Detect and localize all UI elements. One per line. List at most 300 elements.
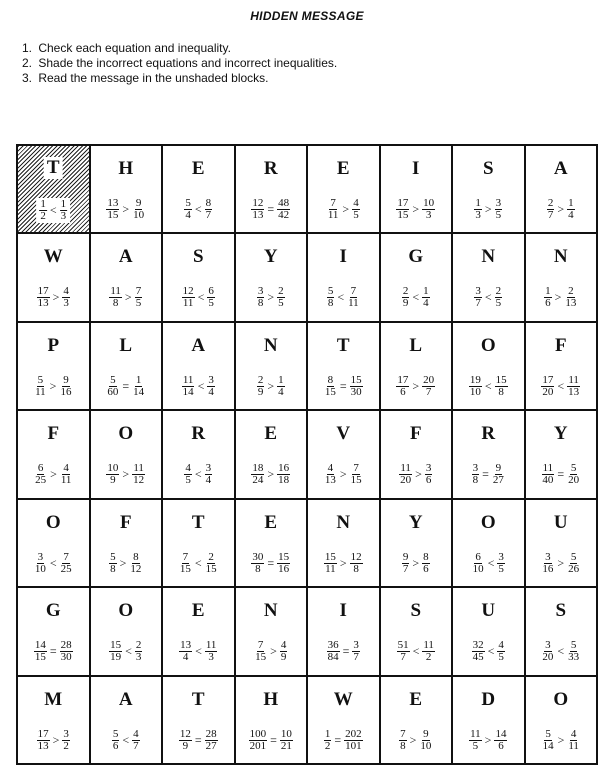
cell-letter: I — [412, 158, 420, 179]
cell-letter: F — [554, 334, 567, 356]
puzzle-cell[interactable] — [380, 410, 453, 498]
fraction-left — [184, 463, 192, 486]
numerator: 2 — [568, 285, 574, 298]
denominator: 5 — [472, 739, 479, 752]
denominator: 15 — [107, 209, 119, 221]
instruction-text: Read the message in the unshaded blocks. — [38, 71, 269, 85]
fraction-right — [205, 729, 218, 752]
comparison-operator: < — [484, 290, 492, 305]
numerator: 15 — [110, 639, 122, 652]
numerator: 8 — [423, 550, 429, 563]
puzzle-cell[interactable] — [162, 410, 235, 498]
cell-letter: E — [264, 423, 278, 445]
numerator: 11 — [470, 727, 481, 740]
fraction-left — [541, 463, 554, 486]
cell-expression — [381, 286, 452, 309]
comparison-operator: < — [557, 644, 565, 659]
numerator: 8 — [327, 373, 334, 386]
cell-expression — [163, 375, 234, 398]
puzzle-cell[interactable] — [90, 145, 163, 233]
comparison-operator: = — [482, 467, 489, 482]
denominator: 6 — [498, 739, 504, 752]
cell-letter: S — [192, 246, 204, 268]
instruction-text: Check each equation and inequality. — [38, 41, 231, 55]
puzzle-cell[interactable] — [162, 145, 235, 233]
puzzle-cell[interactable] — [235, 587, 308, 675]
denominator: 40 — [542, 474, 554, 487]
fraction-left — [472, 640, 485, 663]
puzzle-cell[interactable] — [235, 499, 308, 587]
denominator: 2 — [324, 739, 331, 752]
cell-letter: O — [118, 423, 134, 445]
puzzle-cell[interactable] — [380, 145, 453, 233]
fraction-left — [469, 729, 482, 752]
cell-expression — [308, 375, 379, 398]
numerator: 13 — [180, 639, 192, 652]
fraction-left — [254, 640, 267, 663]
puzzle-cell[interactable] — [307, 676, 380, 764]
puzzle-cell[interactable] — [380, 587, 453, 675]
denominator: 30 — [60, 651, 72, 664]
puzzle-cell[interactable] — [380, 233, 453, 321]
denominator: 7 — [425, 385, 432, 398]
denominator: 7 — [400, 651, 406, 664]
puzzle-cell[interactable] — [525, 145, 598, 233]
puzzle-cell[interactable] — [380, 676, 453, 764]
cell-letter: N — [263, 600, 278, 622]
puzzle-cell[interactable] — [235, 410, 308, 498]
cell-letter: F — [409, 423, 422, 445]
comparison-operator: < — [194, 202, 202, 216]
numerator: 2 — [278, 285, 284, 298]
denominator: 20 — [542, 385, 554, 398]
cell-letter: O — [553, 688, 569, 710]
puzzle-cell[interactable] — [235, 322, 308, 410]
comparison-operator: < — [337, 290, 345, 305]
cell-expression — [526, 729, 597, 752]
fraction-right — [207, 375, 215, 398]
fraction-right — [567, 729, 580, 752]
numerator: 12 — [179, 727, 191, 740]
cell-letter: W — [333, 688, 353, 710]
puzzle-cell[interactable] — [525, 499, 598, 587]
numerator: 17 — [37, 727, 49, 740]
fraction-right — [205, 198, 213, 221]
denominator: 5 — [185, 474, 191, 487]
cell-expression — [163, 640, 234, 663]
numerator: 1 — [40, 198, 46, 210]
cell-letter: A — [118, 246, 133, 268]
cell-letter: Y — [553, 423, 568, 445]
denominator: 7 — [353, 651, 359, 664]
denominator: 8 — [255, 562, 261, 575]
comparison-operator: = — [339, 378, 347, 393]
cell-expression — [381, 729, 452, 752]
cell-letter: E — [191, 158, 205, 179]
cell-letter: R — [481, 423, 496, 445]
cell-expression — [308, 552, 379, 575]
denominator: 5 — [498, 562, 504, 575]
denominator: 25 — [35, 474, 47, 487]
numerator: 7 — [135, 285, 142, 298]
numerator: 36 — [327, 639, 339, 652]
fraction-left — [249, 729, 268, 752]
puzzle-cell[interactable] — [90, 587, 163, 675]
denominator: 15 — [34, 651, 46, 664]
numerator: 17 — [542, 373, 554, 386]
puzzle-cell[interactable] — [162, 499, 235, 587]
cell-expression — [236, 463, 307, 486]
fraction-left — [109, 552, 117, 575]
fraction-left — [474, 198, 482, 221]
puzzle-cell[interactable] — [17, 145, 90, 233]
cell-letter: O — [480, 334, 496, 356]
numerator: 15 — [350, 373, 362, 386]
fraction-right — [494, 729, 507, 752]
denominator: 20 — [542, 651, 554, 664]
puzzle-cell[interactable] — [17, 676, 90, 764]
denominator: 5 — [208, 297, 214, 310]
cell-expression — [91, 375, 162, 398]
fraction-left — [324, 729, 332, 752]
cell-expression — [453, 552, 524, 575]
numerator: 3 — [545, 639, 551, 652]
numerator: 2 — [547, 197, 554, 209]
denominator: 13 — [568, 385, 580, 398]
denominator: 7 — [205, 209, 212, 221]
fraction-left — [34, 552, 47, 575]
puzzle-cell[interactable] — [162, 587, 235, 675]
puzzle-cell[interactable] — [90, 499, 163, 587]
instruction-item — [22, 56, 337, 71]
cell-letter: I — [339, 600, 347, 622]
denominator: 6 — [112, 739, 119, 752]
puzzle-cell[interactable] — [452, 587, 525, 675]
fraction-right — [352, 640, 360, 663]
denominator: 7 — [475, 297, 481, 310]
cell-expression — [18, 375, 89, 398]
fraction-left — [541, 552, 554, 575]
numerator: 10 — [423, 197, 435, 209]
denominator: 3 — [63, 297, 69, 310]
fraction-left — [397, 640, 410, 663]
denominator: 15 — [255, 651, 267, 664]
cell-letter: O — [480, 511, 496, 533]
denominator: 12 — [130, 562, 142, 575]
puzzle-cell[interactable] — [90, 676, 163, 764]
fraction-left — [112, 729, 120, 752]
fraction-left — [324, 552, 337, 575]
fraction-right — [422, 198, 435, 221]
denominator: 16 — [60, 385, 72, 398]
puzzle-cell[interactable] — [307, 233, 380, 321]
numerator: 14 — [34, 639, 46, 652]
numerator: 1 — [423, 285, 429, 298]
fraction-right — [280, 729, 293, 752]
cell-letter: E — [264, 511, 278, 533]
denominator: 9 — [280, 651, 287, 664]
fraction-left — [37, 286, 50, 309]
puzzle-cell[interactable] — [525, 233, 598, 321]
denominator: 24 — [252, 474, 264, 487]
cell-expression — [236, 375, 307, 398]
cell-letter: W — [43, 246, 63, 268]
cell-letter: N — [336, 511, 351, 533]
fraction-left — [106, 375, 119, 398]
numerator: 9 — [135, 197, 142, 209]
fraction-right — [422, 375, 435, 398]
denominator: 27 — [205, 739, 217, 752]
numerator: 3 — [472, 462, 479, 475]
fraction-left — [179, 729, 192, 752]
puzzle-cell[interactable] — [307, 322, 380, 410]
fraction-right — [495, 198, 503, 221]
cell-expression — [163, 552, 234, 575]
numerator: 5 — [112, 727, 119, 740]
puzzle-cell[interactable] — [17, 322, 90, 410]
numerator: 20 — [423, 373, 435, 386]
fraction-right — [277, 552, 290, 575]
cell-letter: D — [481, 688, 496, 710]
cell-expression — [453, 286, 524, 309]
puzzle-cell[interactable] — [307, 587, 380, 675]
fraction-right — [567, 640, 580, 663]
numerator: 6 — [37, 462, 44, 475]
denominator: 5 — [278, 297, 284, 310]
comparison-operator: > — [557, 555, 565, 570]
cell-letter: L — [119, 334, 133, 356]
puzzle-cell[interactable] — [90, 322, 163, 410]
numerator: 4 — [353, 197, 359, 209]
denominator: 16 — [542, 562, 554, 575]
denominator: 13 — [37, 739, 49, 752]
instruction-number: 1. — [22, 41, 33, 55]
fraction-left — [396, 375, 409, 398]
puzzle-cell[interactable] — [380, 322, 453, 410]
cell-letter: L — [409, 334, 423, 356]
cell-expression — [526, 286, 597, 309]
cell-letter: T — [191, 688, 205, 710]
denominator: 18 — [278, 474, 290, 487]
fraction-right — [419, 729, 432, 752]
puzzle-cell[interactable] — [452, 145, 525, 233]
puzzle-cell[interactable] — [162, 322, 235, 410]
puzzle-cell[interactable] — [307, 145, 380, 233]
fraction-right — [205, 463, 213, 486]
puzzle-cell[interactable] — [452, 676, 525, 764]
cell-expression — [308, 463, 379, 486]
cell-expression — [163, 198, 234, 221]
numerator: 11 — [400, 462, 411, 475]
puzzle-grid — [16, 144, 598, 765]
fraction-right — [567, 375, 580, 398]
denominator: 201 — [249, 739, 267, 752]
puzzle-cell[interactable] — [235, 676, 308, 764]
puzzle-cell[interactable] — [380, 499, 453, 587]
numerator: 1 — [545, 285, 551, 298]
numerator: 5 — [570, 462, 577, 475]
puzzle-cell[interactable] — [525, 410, 598, 498]
denominator: 7 — [133, 739, 139, 752]
denominator: 14 — [133, 385, 145, 398]
cell-expression — [236, 286, 307, 309]
fraction-left — [109, 286, 122, 309]
comparison-operator: > — [267, 467, 275, 482]
puzzle-cell[interactable] — [162, 233, 235, 321]
numerator: 15 — [495, 373, 507, 386]
puzzle-cell[interactable] — [17, 587, 90, 675]
numerator: 3 — [353, 639, 359, 652]
cell-letter: T — [336, 334, 350, 356]
denominator: 3 — [60, 210, 67, 222]
denominator: 5 — [498, 651, 504, 664]
puzzle-cell[interactable] — [452, 233, 525, 321]
fraction-left — [472, 463, 480, 486]
comparison-operator: > — [270, 644, 277, 659]
denominator: 20 — [400, 474, 412, 487]
cell-expression — [308, 640, 379, 663]
numerator: 5 — [570, 550, 577, 563]
fraction-left — [469, 375, 482, 398]
puzzle-cell[interactable] — [90, 233, 163, 321]
puzzle-cell[interactable] — [525, 322, 598, 410]
numerator: 4 — [570, 727, 577, 740]
puzzle-cell[interactable] — [452, 322, 525, 410]
denominator: 15 — [350, 474, 362, 487]
fraction-right — [564, 286, 577, 309]
fraction-left — [106, 463, 119, 486]
cell-expression — [453, 729, 524, 752]
cell-letter: N — [553, 246, 568, 268]
cell-letter: R — [191, 423, 206, 445]
comparison-operator: = — [270, 732, 277, 747]
comparison-operator: < — [412, 290, 420, 305]
puzzle-cell[interactable] — [525, 676, 598, 764]
fraction-right — [277, 375, 285, 398]
puzzle-cell[interactable] — [307, 499, 380, 587]
denominator: 30 — [350, 385, 362, 398]
fraction-right — [422, 552, 430, 575]
puzzle-cell[interactable] — [162, 676, 235, 764]
puzzle-cell[interactable] — [235, 145, 308, 233]
denominator: 15 — [179, 562, 191, 575]
denominator: 7 — [402, 562, 409, 575]
cell-letter: M — [44, 688, 63, 710]
denominator: 5 — [353, 209, 359, 221]
denominator: 9 — [402, 297, 409, 310]
numerator: 51 — [397, 639, 409, 652]
puzzle-cell[interactable] — [452, 410, 525, 498]
comparison-operator: > — [122, 202, 130, 216]
cell-letter: S — [555, 600, 567, 622]
denominator: 11 — [325, 562, 336, 575]
fraction-left — [184, 198, 192, 221]
instruction-number: 2. — [22, 56, 33, 70]
cell-expression — [381, 463, 452, 486]
denominator: 10 — [420, 739, 432, 752]
fraction-right — [422, 640, 435, 663]
comparison-operator: > — [339, 467, 347, 482]
numerator: 15 — [324, 550, 336, 563]
denominator: 11 — [182, 297, 194, 310]
fraction-right — [567, 463, 580, 486]
denominator: 20 — [568, 474, 580, 487]
puzzle-cell[interactable] — [90, 410, 163, 498]
puzzle-cell[interactable] — [17, 233, 90, 321]
fraction-left — [106, 198, 119, 221]
numerator: 12 — [182, 285, 194, 298]
comparison-operator: < — [49, 203, 57, 217]
numerator: 3 — [257, 285, 264, 298]
comparison-operator: > — [412, 378, 420, 393]
denominator: 8 — [327, 297, 334, 310]
comparison-operator: > — [49, 378, 57, 393]
fraction-right — [344, 729, 363, 752]
fraction-right — [60, 463, 73, 486]
comparison-operator: > — [554, 290, 562, 305]
denominator: 13 — [37, 297, 49, 310]
numerator: 5 — [37, 373, 44, 386]
fraction-left — [34, 640, 47, 663]
denominator: 7 — [547, 209, 554, 221]
cell-letter: O — [118, 600, 134, 622]
puzzle-cell[interactable] — [452, 499, 525, 587]
numerator: 6 — [208, 285, 214, 298]
fraction-left — [327, 640, 340, 663]
fraction-left — [324, 375, 337, 398]
comparison-operator: < — [487, 644, 495, 659]
denominator: 13 — [565, 297, 577, 310]
numerator: 11 — [182, 373, 194, 386]
cell-expression — [236, 640, 307, 663]
numerator: 5 — [110, 550, 116, 563]
fraction-right — [129, 552, 142, 575]
cell-letter: G — [408, 246, 424, 268]
numerator: 2 — [257, 373, 264, 386]
fraction-right — [60, 640, 73, 663]
cell-letter: R — [263, 158, 278, 179]
fraction-left — [251, 552, 264, 575]
cell-expression — [453, 375, 524, 398]
puzzle-cell[interactable] — [235, 233, 308, 321]
puzzle-cell[interactable] — [525, 587, 598, 675]
numerator: 4 — [133, 727, 139, 740]
cell-expression — [453, 640, 524, 663]
denominator: 14 — [182, 385, 194, 398]
numerator: 202 — [345, 727, 362, 740]
puzzle-cell[interactable] — [307, 410, 380, 498]
cell-expression — [236, 552, 307, 575]
instruction-number: 3. — [22, 71, 33, 85]
fraction-right — [277, 198, 290, 221]
numerator: 3 — [205, 462, 212, 475]
denominator: 11 — [35, 385, 46, 398]
puzzle-cell[interactable] — [17, 499, 90, 587]
puzzle-cell[interactable] — [17, 410, 90, 498]
denominator: 10 — [133, 209, 145, 221]
cell-expression — [18, 463, 89, 486]
cell-expression — [526, 640, 597, 663]
denominator: 12 — [133, 474, 145, 487]
comparison-operator: > — [557, 202, 565, 216]
comparison-operator: > — [415, 467, 422, 482]
numerator: 2 — [402, 285, 409, 298]
fraction-right — [132, 729, 140, 752]
denominator: 25 — [60, 562, 72, 575]
cell-expression — [308, 729, 379, 752]
fraction-right — [280, 640, 288, 663]
fraction-right — [350, 375, 363, 398]
